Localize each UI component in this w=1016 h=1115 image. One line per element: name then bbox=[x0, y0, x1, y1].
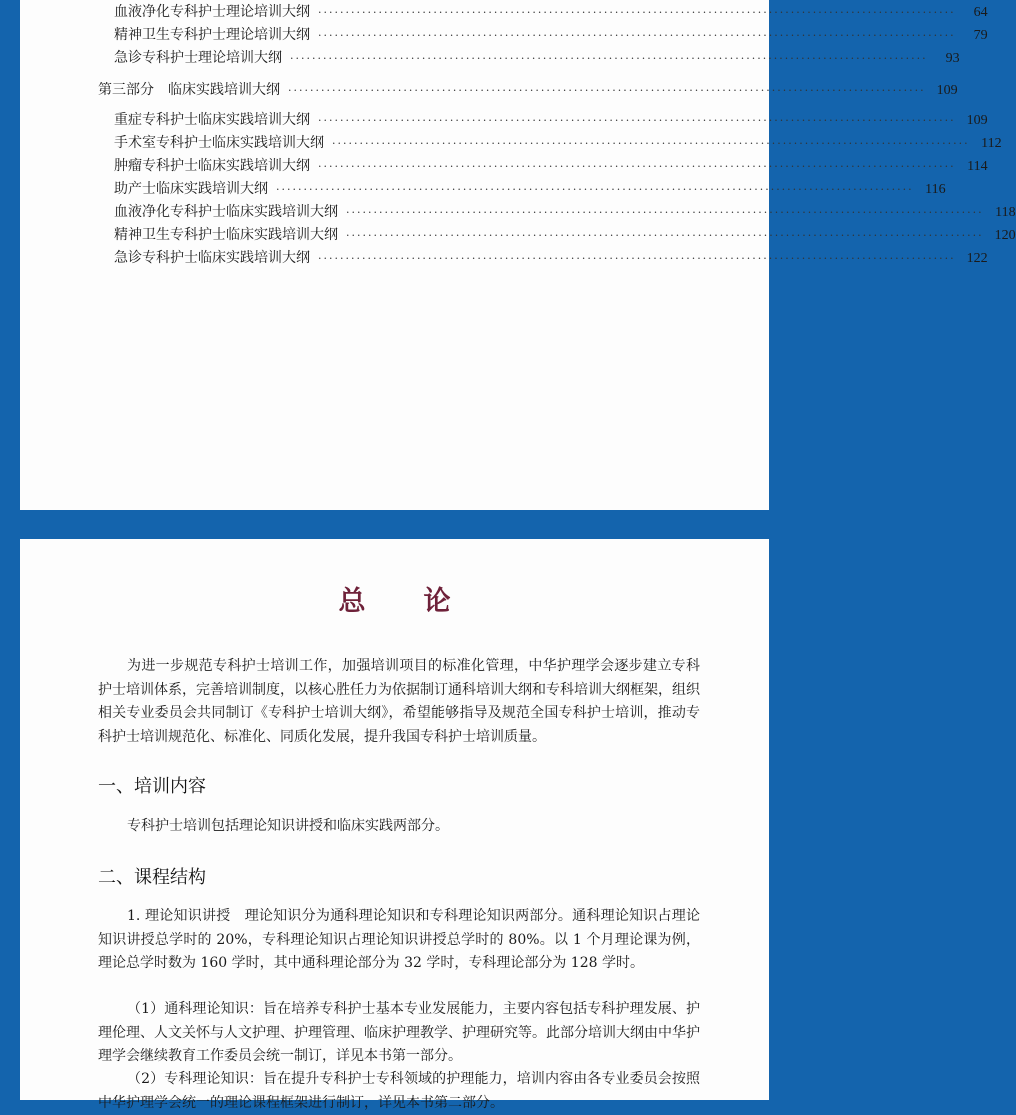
toc-leader-dots bbox=[346, 204, 984, 222]
toc-entry-label: 精神卫生专科护士临床实践培训大纲 bbox=[114, 227, 338, 243]
toc-leader-dots bbox=[346, 227, 984, 245]
toc-entry-label: 急诊专科护士理论培训大纲 bbox=[114, 50, 282, 66]
toc-entry[interactable] bbox=[114, 26, 988, 44]
chapter-title: 总论 bbox=[338, 586, 509, 617]
toc-entry-label: 血液净化专科护士临床实践培训大纲 bbox=[114, 204, 338, 220]
toc-entry-page: 109 bbox=[936, 83, 958, 98]
toc-leader-dots bbox=[318, 4, 956, 22]
toc-entry-label: 急诊专科护士临床实践培训大纲 bbox=[114, 250, 310, 266]
toc-entry[interactable] bbox=[114, 180, 946, 198]
toc-entry-page: 120 bbox=[994, 228, 1016, 243]
toc-part-heading[interactable] bbox=[98, 81, 958, 99]
intro-paragraph: 为进一步规范专科护士培训工作，加强培训项目的标准化管理，中华护理学会逐步建立专科护士培训体系，完善培训制度，以核心胜任力为依据制订通科培训大纲和专科培训大纲框架，组织相关专业委员会共同制订《专科护士培训大纲》，希望能够指导及规范全国专科护士培训，推动专科护士培训规范化、标准化、同质化发展，提升我国专科护士培训质量。 bbox=[98, 658, 700, 745]
toc-entry-page: 114 bbox=[967, 159, 988, 174]
toc-leader-dots bbox=[288, 82, 926, 100]
toc-entry-label: 重症专科护士临床实践培训大纲 bbox=[114, 112, 310, 128]
toc-leader-dots bbox=[318, 250, 956, 268]
toc-entry[interactable] bbox=[114, 111, 988, 129]
toc-entry-page: 118 bbox=[995, 205, 1016, 220]
toc-entry-label: 精神卫生专科护士理论培训大纲 bbox=[114, 27, 310, 43]
toc-entry-page: 112 bbox=[981, 136, 1002, 151]
section-heading-course-structure: 二、课程结构 bbox=[98, 867, 206, 888]
toc-entry-page: 122 bbox=[966, 251, 988, 266]
section-heading-training-content: 一、培训内容 bbox=[98, 776, 206, 797]
toc-leader-dots bbox=[290, 50, 928, 68]
toc-leader-dots bbox=[318, 27, 956, 45]
section-paragraph: 1. 理论知识讲授 理论知识分为通科理论知识和专科理论知识两部分。通科理论知识占理论知识讲授总学时的 20%，专科理论知识占理论知识讲授总学时的 80%。以 1 个月理论课为例，理论总学时数为 160 学时，其中通科理论部分为 32 学时，专科理论部分为 128 学时。 bbox=[98, 908, 700, 972]
toc-leader-dots bbox=[318, 158, 956, 176]
toc-entry-label: 第三部分 临床实践培训大纲 bbox=[98, 82, 280, 98]
section-paragraph: （1）通科理论知识：旨在培养专科护士基本专业发展能力，主要内容包括专科护理发展、护理伦理、人文关怀与人文护理、护理管理、临床护理教学、护理研究等。此部分培训大纲由中华护理学会继续教育工作委员会统一制订，详见本书第一部分。 bbox=[98, 1001, 700, 1065]
section-paragraph: 专科护士培训包括理论知识讲授和临床实践两部分。 bbox=[127, 818, 449, 834]
toc-entry[interactable] bbox=[114, 203, 1016, 221]
toc-entry[interactable] bbox=[114, 49, 960, 67]
toc-leader-dots bbox=[318, 112, 956, 130]
toc-entry-label: 手术室专科护士临床实践培训大纲 bbox=[114, 135, 324, 151]
toc-entry-page: 93 bbox=[945, 51, 960, 66]
toc-entry-page: 116 bbox=[925, 182, 946, 197]
toc-entry-page: 109 bbox=[966, 113, 988, 128]
toc-entry[interactable] bbox=[114, 157, 988, 175]
toc-page bbox=[20, 0, 1016, 510]
toc-entry-label: 助产士临床实践培训大纲 bbox=[114, 181, 268, 197]
chapter-page bbox=[20, 539, 769, 1111]
toc-entry[interactable] bbox=[114, 249, 988, 267]
toc-leader-dots bbox=[276, 181, 914, 199]
toc-entry-label: 血液净化专科护士理论培训大纲 bbox=[114, 4, 310, 20]
toc-entry[interactable] bbox=[114, 134, 1002, 152]
toc-entry-page: 79 bbox=[973, 28, 988, 43]
toc-leader-dots bbox=[332, 135, 970, 153]
toc-entry[interactable] bbox=[114, 3, 988, 21]
toc-entry[interactable] bbox=[114, 226, 1016, 244]
toc-entry-label: 肿瘤专科护士临床实践培训大纲 bbox=[114, 158, 310, 174]
toc-entry-page: 64 bbox=[973, 5, 988, 20]
section-paragraph: （2）专科理论知识：旨在提升专科护士专科领域的护理能力，培训内容由各专业委员会按照中华护理学会统一的理论课程框架进行制订，详见本书第二部分。 bbox=[98, 1071, 700, 1111]
